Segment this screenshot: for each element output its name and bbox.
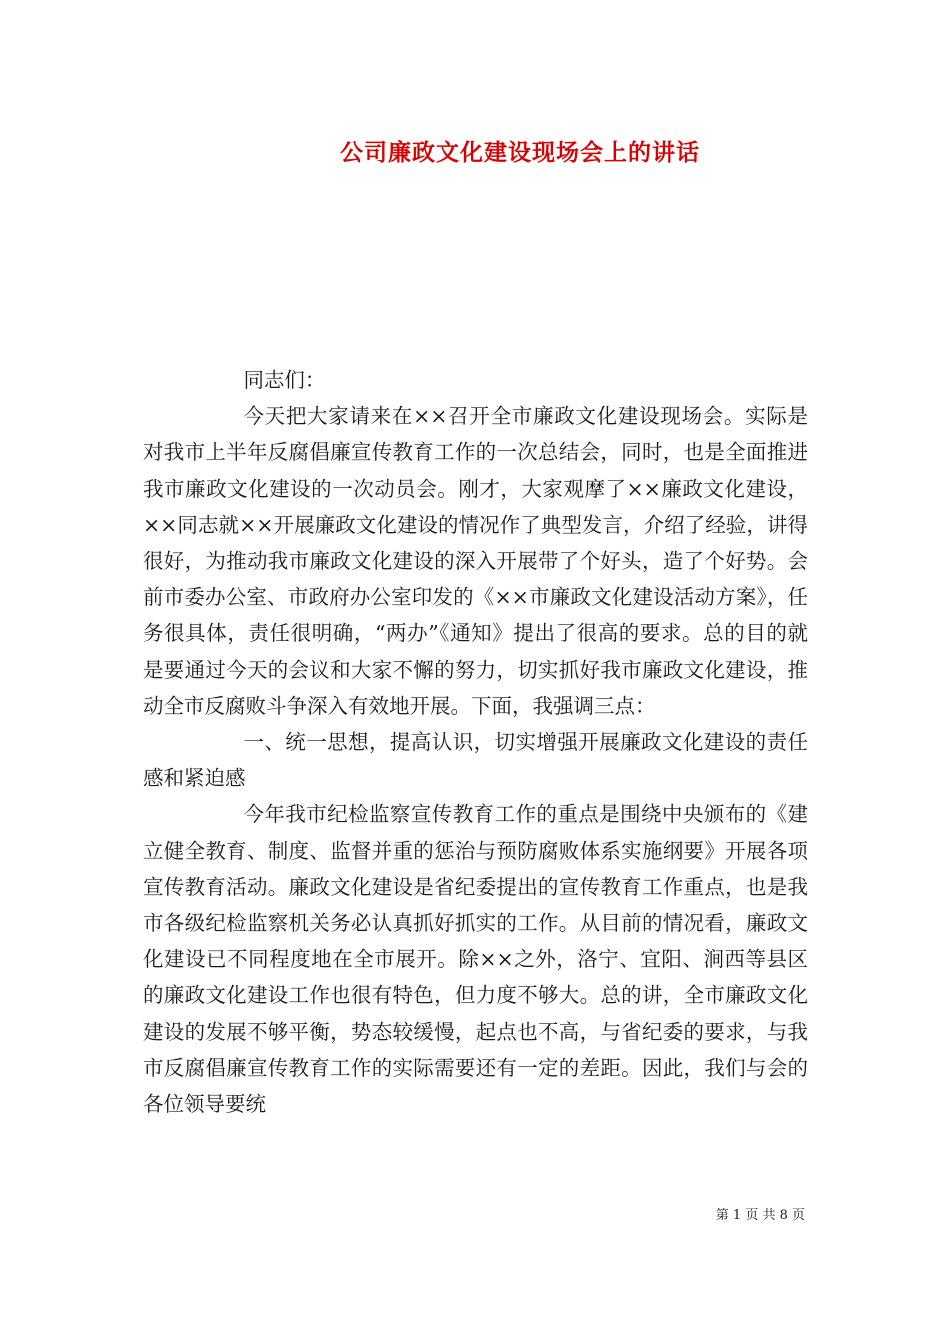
paragraph-intro: 今天把大家请来在××召开全市廉政文化建设现场会。实际是对我市上半年反腐倡廉宣传教育工作的一次总结会，同时，也是全面推进我市廉政文化建设的一次动员会。刚才，大家观摩了××廉政文化建设，××同志就××开展廉政文化建设的情况作了典型发言，介绍了经验，讲得很好，为推动我市廉政文化建设的深入开展带了个好头，造了个好势。会前市委办公室、市政府办公室印发的《××市廉政文化建设活动方案》，任务很具体，责任很明确，“两办”《通知》提出了很高的要求。总的目的就是要通过今天的会议和大家不懈的努力，切实抓好我市廉政文化建设，推动全市反腐败斗争深入有效地开展。下面，我强调三点： <box>143 404 808 718</box>
document-body <box>143 362 808 1122</box>
section-heading-1: 一、统一思想，提高认识，切实增强开展廉政文化建设的责任感和紧迫感 <box>143 730 808 791</box>
document-title: 公司廉政文化建设现场会上的讲话 <box>340 139 700 166</box>
page-number: 第 1 页 共 8 页 <box>715 1208 805 1223</box>
paragraph-section-1: 今年我市纪检监察宣传教育工作的重点是围绕中央颁布的《建立健全教育、制度、监督并重的惩治与预防腐败体系实施纲要》开展各项宣传教育活动。廉政文化建设是省纪委提出的宣传教育工作重点，也是我市各级纪检监察机关务必认真抓好抓实的工作。从目前的情况看，廉政文化建设已不同程度地在全市展开。除××之外，洛宁、宜阳、涧西等县区的廉政文化建设工作也很有特色，但力度不够大。总的讲，全市廉政文化建设的发展不够平衡，势态较缓慢，起点也不高，与省纪委的要求，与我市反腐倡廉宣传教育工作的实际需要还有一定的差距。因此，我们与会的各位领导要统 <box>143 802 808 1117</box>
salutation: 同志们： <box>243 368 326 392</box>
